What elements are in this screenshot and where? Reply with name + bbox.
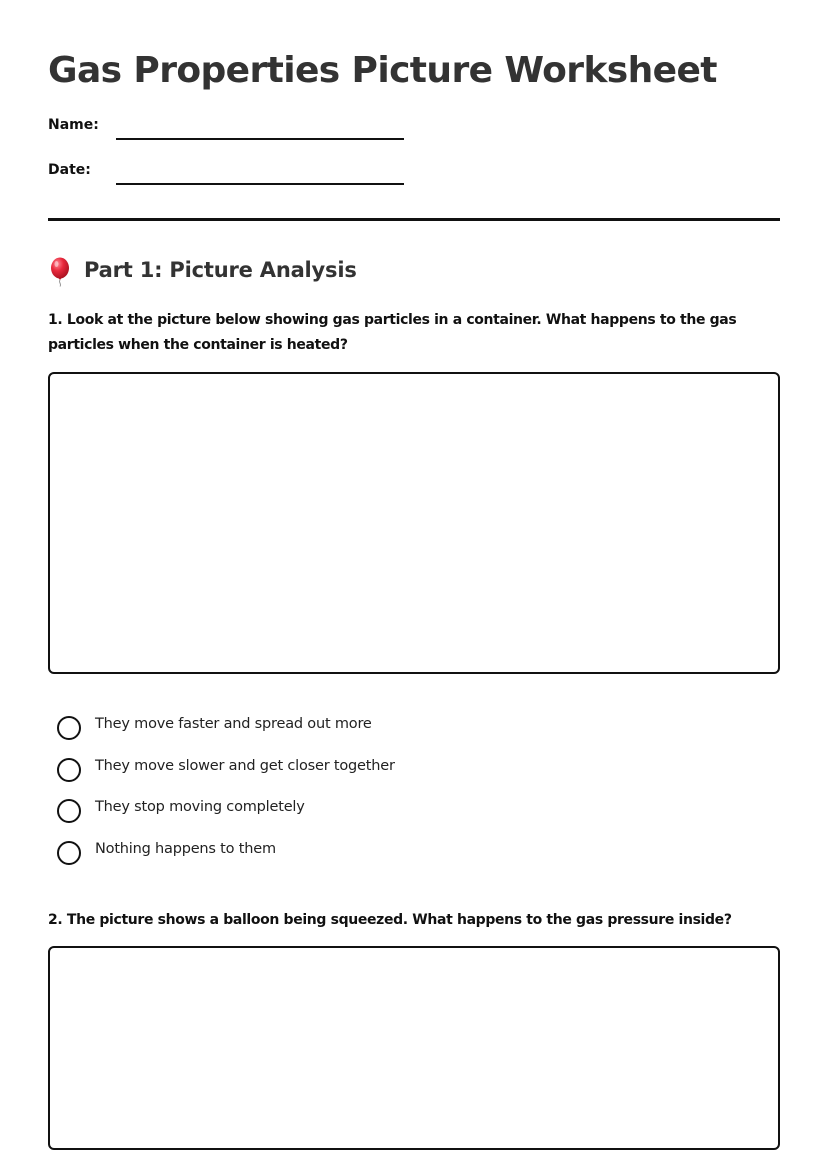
option-label: They stop moving completely	[95, 799, 305, 815]
option-1[interactable]	[57, 713, 657, 755]
option-label: Nothing happens to them	[95, 840, 276, 857]
option-label: They move faster and spread out more	[95, 716, 372, 732]
option-2[interactable]	[57, 755, 657, 797]
option-label: They move slower and get closer together	[95, 757, 395, 774]
section-title: Part 1: Picture Analysis	[84, 258, 357, 282]
question-2-text: 2. The picture shows a balloon being squeezed. What happens to the gas pressure inside?	[48, 912, 732, 928]
balloon-icon	[48, 257, 72, 287]
name-field	[48, 112, 448, 142]
date-label: Date:	[48, 162, 91, 178]
radio-button[interactable]	[57, 841, 81, 865]
radio-button[interactable]	[57, 716, 81, 740]
question-2-picture-box	[48, 946, 780, 1150]
date-field	[48, 157, 448, 187]
question-1-picture-box	[48, 372, 780, 674]
page-title: Gas Properties Picture Worksheet	[48, 50, 717, 91]
radio-button[interactable]	[57, 799, 81, 823]
option-4[interactable]	[57, 838, 657, 880]
option-3[interactable]	[57, 796, 657, 838]
header-divider	[48, 218, 780, 221]
radio-button[interactable]	[57, 758, 81, 782]
name-input-line[interactable]	[116, 138, 404, 140]
question-1-text: 1. Look at the picture below showing gas particles in a container. What happens to the gas particles when the container is heated?	[48, 312, 737, 353]
name-label: Name:	[48, 117, 99, 133]
date-input-line[interactable]	[116, 183, 404, 185]
question-1-options	[57, 713, 657, 879]
